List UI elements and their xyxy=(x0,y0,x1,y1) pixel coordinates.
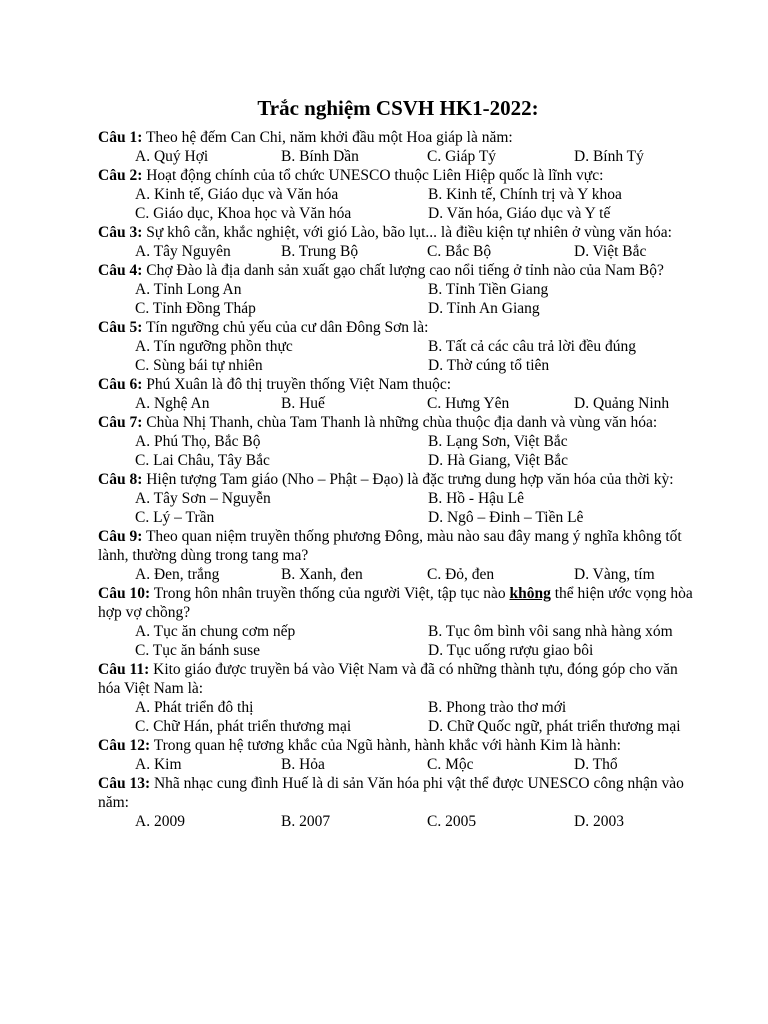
question-number: Câu 4: xyxy=(98,262,143,279)
option-c: C. Giáo dục, Khoa học và Văn hóa xyxy=(135,205,352,222)
option-b: B. Xanh, đen xyxy=(281,566,363,583)
question-text xyxy=(98,660,698,698)
question-text xyxy=(98,527,698,565)
question-6 xyxy=(98,375,698,413)
question-stem: Kito giáo được truyền bá vào Việt Nam và đã có những thành tựu, đóng góp cho văn hóa Việt Nam là: xyxy=(98,661,678,697)
option-a: A. Kim xyxy=(135,756,182,773)
question-text xyxy=(98,128,698,147)
question-number: Câu 6: xyxy=(98,376,143,393)
question-stem: Hoạt động chính của tổ chức UNESCO thuộc Liên Hiệp quốc là lĩnh vực: xyxy=(142,167,604,184)
question-stem xyxy=(98,585,693,621)
question-number: Câu 13: xyxy=(98,775,151,792)
answer-options xyxy=(98,698,698,736)
option-d: D. 2003 xyxy=(574,813,624,830)
question-stem: Nhã nhạc cung đình Huế là di sản Văn hóa phi vật thể được UNESCO công nhận vào năm: xyxy=(98,775,684,811)
answer-options xyxy=(98,622,698,660)
option-d: D. Chữ Quốc ngữ, phát triển thương mại xyxy=(428,718,681,735)
question-8 xyxy=(98,470,698,527)
option-c: C. Hưng Yên xyxy=(427,395,510,412)
option-d: D. Quảng Ninh xyxy=(574,395,670,412)
question-text xyxy=(98,223,698,242)
option-c: C. Lai Châu, Tây Bắc xyxy=(135,452,270,469)
option-b: B. 2007 xyxy=(281,813,331,830)
option-b: B. Lạng Sơn, Việt Bắc xyxy=(428,433,568,450)
question-7 xyxy=(98,413,698,470)
option-d: D. Vàng, tím xyxy=(574,566,655,583)
question-number: Câu 12: xyxy=(98,737,151,754)
question-number: Câu 1: xyxy=(98,129,143,146)
option-d: D. Ngô – Đinh – Tiền Lê xyxy=(428,509,584,526)
question-stem: Theo quan niệm truyền thống phương Đông, màu nào sau đây mang ý nghĩa không tốt lành, thường dùng trong tang ma? xyxy=(98,528,682,564)
answer-options xyxy=(98,394,698,413)
question-number: Câu 11: xyxy=(98,661,150,678)
question-stem: Hiện tượng Tam giáo (Nho – Phật – Đạo) là đặc trưng dung hợp văn hóa của thời kỳ: xyxy=(142,471,674,488)
question-number: Câu 3: xyxy=(98,224,143,241)
answer-options xyxy=(98,185,698,223)
option-a: A. Quý Hợi xyxy=(135,148,209,165)
question-number: Câu 2: xyxy=(98,167,143,184)
question-10 xyxy=(98,584,698,660)
option-b: B. Phong trào thơ mới xyxy=(428,699,567,716)
question-number: Câu 7: xyxy=(98,414,143,431)
option-b: B. Tục ôm bình vôi sang nhà hàng xóm xyxy=(428,623,673,640)
question-text xyxy=(98,261,698,280)
question-number: Câu 8: xyxy=(98,471,143,488)
question-12 xyxy=(98,736,698,774)
option-d: D. Bính Tý xyxy=(574,148,644,165)
option-c: C. 2005 xyxy=(427,813,477,830)
option-c: C. Giáp Tý xyxy=(427,148,497,165)
option-d: D. Tục uống rượu giao bôi xyxy=(428,642,594,659)
option-d: D. Thờ cúng tổ tiên xyxy=(428,357,550,374)
answer-options xyxy=(98,242,698,261)
option-a: A. Tỉnh Long An xyxy=(135,281,242,298)
answer-options xyxy=(98,755,698,774)
question-stem-after: thể hiện ước vọng hòa hợp vợ chồng? xyxy=(98,585,693,621)
option-a: A. Phú Thọ, Bắc Bộ xyxy=(135,433,261,450)
option-a: A. Tây Nguyên xyxy=(135,243,231,260)
option-b: B. Hồ - Hậu Lê xyxy=(428,490,524,507)
option-c: C. Tục ăn bánh suse xyxy=(135,642,260,659)
answer-options xyxy=(98,565,698,584)
option-d: D. Việt Bắc xyxy=(574,243,647,260)
option-b: B. Trung Bộ xyxy=(281,243,359,260)
option-d: D. Hà Giang, Việt Bắc xyxy=(428,452,568,469)
question-4 xyxy=(98,261,698,318)
question-number: Câu 10: xyxy=(98,585,151,602)
answer-options xyxy=(98,337,698,375)
question-11 xyxy=(98,660,698,736)
question-1 xyxy=(98,128,698,166)
option-c: C. Bắc Bộ xyxy=(427,243,492,260)
question-stem: Sự khô cằn, khắc nghiệt, với gió Lào, bão lụt... là điều kiện tự nhiên ở vùng văn hóa: xyxy=(142,224,672,241)
option-c: C. Tỉnh Đồng Tháp xyxy=(135,300,256,317)
question-text xyxy=(98,318,698,337)
option-a: A. Phát triển đô thị xyxy=(135,699,254,716)
option-a: A. Tây Sơn – Nguyễn xyxy=(135,490,271,507)
option-d: D. Văn hóa, Giáo dục và Y tế xyxy=(428,205,611,222)
question-13 xyxy=(98,774,698,831)
question-stem: Theo hệ đếm Can Chi, năm khởi đầu một Hoa giáp là năm: xyxy=(142,129,513,146)
answer-options xyxy=(98,489,698,527)
question-3 xyxy=(98,223,698,261)
option-b: B. Bính Dần xyxy=(281,148,359,165)
question-text xyxy=(98,774,698,812)
option-a: A. Đen, trắng xyxy=(135,566,220,583)
option-b: B. Tất cả các câu trả lời đều đúng xyxy=(428,338,637,355)
option-a: A. Tín ngưỡng phồn thực xyxy=(135,338,293,355)
option-b: B. Tỉnh Tiền Giang xyxy=(428,281,549,298)
question-2 xyxy=(98,166,698,223)
option-a: A. Kinh tế, Giáo dục và Văn hóa xyxy=(135,186,339,203)
question-number: Câu 5: xyxy=(98,319,143,336)
question-stem: Tín ngưỡng chủ yếu của cư dân Đông Sơn là: xyxy=(142,319,429,336)
question-stem: Phú Xuân là đô thị truyền thống Việt Nam thuộc: xyxy=(142,376,452,393)
question-text xyxy=(98,470,698,489)
question-stem: Chùa Nhị Thanh, chùa Tam Thanh là những chùa thuộc địa danh và vùng văn hóa: xyxy=(142,414,658,431)
question-5 xyxy=(98,318,698,375)
question-text xyxy=(98,736,698,755)
option-c: C. Sùng bái tự nhiên xyxy=(135,357,263,374)
option-b: B. Kinh tế, Chính trị và Y khoa xyxy=(428,186,622,203)
question-text xyxy=(98,375,698,394)
question-stem: Trong quan hệ tương khắc của Ngũ hành, hành khắc với hành Kim là hành: xyxy=(150,737,621,754)
option-b: B. Hỏa xyxy=(281,756,325,773)
option-b: B. Huế xyxy=(281,395,325,412)
answer-options xyxy=(98,432,698,470)
option-c: C. Lý – Trần xyxy=(135,509,215,526)
option-c: C. Mộc xyxy=(427,756,474,773)
answer-options xyxy=(98,147,698,166)
option-d: D. Thổ xyxy=(574,756,618,773)
emphasis-word: không xyxy=(509,585,551,602)
question-number: Câu 9: xyxy=(98,528,143,545)
question-9 xyxy=(98,527,698,584)
page-title: Trắc nghiệm CSVH HK1-2022: xyxy=(257,96,539,120)
question-stem-before: Trong hôn nhân truyền thống của người Việt, tập tục nào xyxy=(150,585,510,602)
question-text xyxy=(98,413,698,432)
option-c: C. Đỏ, đen xyxy=(427,566,495,583)
answer-options xyxy=(98,812,698,831)
question-text xyxy=(98,584,698,622)
answer-options xyxy=(98,280,698,318)
question-text xyxy=(98,166,698,185)
option-c: C. Chữ Hán, phát triển thương mại xyxy=(135,718,352,735)
option-d: D. Tỉnh An Giang xyxy=(428,300,540,317)
option-a: A. 2009 xyxy=(135,813,185,830)
question-stem: Chợ Đào là địa danh sản xuất gạo chất lượng cao nổi tiếng ở tỉnh nào của Nam Bộ? xyxy=(142,262,664,279)
option-a: A. Tục ăn chung cơm nếp xyxy=(135,623,296,640)
option-a: A. Nghệ An xyxy=(135,395,210,412)
